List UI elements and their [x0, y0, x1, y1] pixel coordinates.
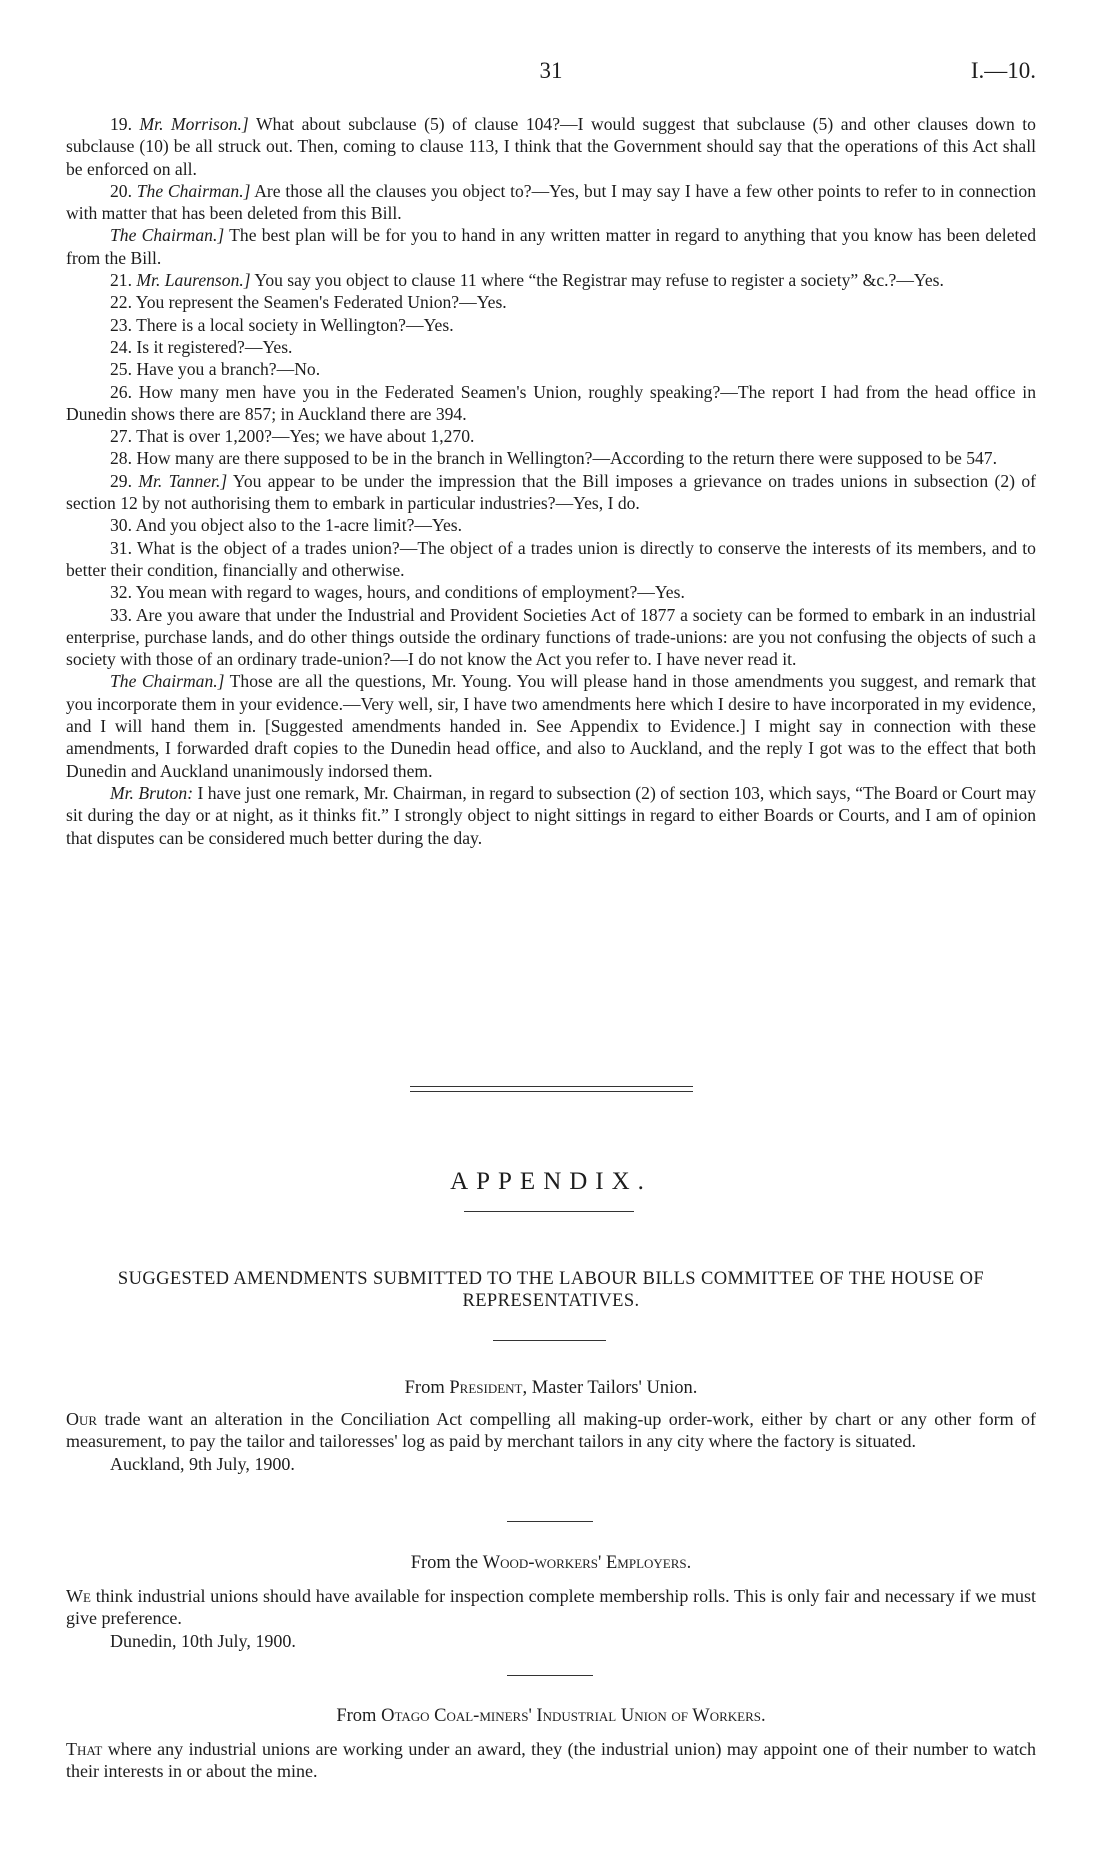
- evidence-paragraph: [66, 537, 1036, 582]
- dateline: Auckland, 9th July, 1900.: [110, 1453, 295, 1474]
- paragraph-text: How many men have you in the Federated Seamen's Union, roughly speaking?—The report I had from the head office in Dunedin shows there are 857; in Auckland there are 394.: [66, 381, 1036, 424]
- paragraph-text: You appear to be under the impression that the Bill imposes a grievance on trades unions in subsection (2) of section 12 by not authorising them to embark in particular industries?—Yes, I do.: [66, 470, 1037, 514]
- paragraph-text: And you object also to the 1-acre limit?—Yes.: [135, 515, 463, 536]
- amendment-entry-3: That where any industrial unions are working under an award, they (the industrial union) may appoint one of their number to watch their interests in or about the mine.: [66, 1739, 1036, 1782]
- paragraph-text: You represent the Seamen's Federated Union?—Yes.: [135, 292, 507, 313]
- evidence-paragraph: [66, 269, 1036, 291]
- question-number: 33.: [110, 604, 132, 625]
- speaker-name: The Chairman.]: [136, 180, 251, 201]
- speaker-name: The Chairman.]: [110, 225, 225, 246]
- evidence-paragraph: [66, 782, 1036, 849]
- appendix-rule: [464, 1211, 634, 1212]
- entry-rule: [507, 1675, 593, 1676]
- question-number: 32.: [110, 582, 132, 603]
- speaker-name: Mr. Bruton:: [110, 782, 194, 803]
- evidence-paragraph: [66, 358, 1036, 380]
- evidence-paragraph: [66, 314, 1036, 336]
- evidence-paragraph: [66, 514, 1036, 536]
- paragraph-text: You say you object to clause 11 where “the Registrar may refuse to register a society” &c.?—Yes.: [250, 270, 944, 291]
- entry-rule: [507, 1521, 593, 1522]
- question-number: 23.: [110, 314, 132, 335]
- question-number: 28.: [110, 448, 132, 469]
- evidence-paragraph: [66, 670, 1036, 781]
- amendment-entry-2: We think industrial unions should have available for inspection complete membership rolls. This is only fair and necessary if we must give preference. Dunedin, 10th July, 1900.: [66, 1586, 1036, 1651]
- amendments-heading: SUGGESTED AMENDMENTS SUBMITTED TO THE LABOUR BILLS COMMITTEE OF THE HOUSE OF REPRESENTATIVES.: [117, 1269, 985, 1311]
- appendix-title: APPENDIX.: [450, 1168, 652, 1195]
- question-number: 24.: [110, 336, 132, 357]
- evidence-paragraph: [66, 425, 1036, 447]
- question-number: 31.: [110, 537, 132, 558]
- paragraph-text: What about subclause (5) of clause 104?—I would suggest that subclause (5) and other clauses down to subclause (10) be all struck out. Then, coming to clause 113, I think that the Government should say that the operations of this Act shall be enforced on all.: [66, 114, 1036, 179]
- question-number: 22.: [110, 292, 132, 313]
- evidence-paragraph: [66, 291, 1036, 313]
- from-line-2: From the Wood-workers' Employers.: [410, 1553, 692, 1573]
- speaker-name: Mr. Laurenson.]: [136, 270, 251, 291]
- evidence-paragraph: [66, 180, 1036, 225]
- paragraph-text: Have you a branch?—No.: [136, 359, 321, 380]
- paragraph-text: That is over 1,200?—Yes; we have about 1,270.: [136, 426, 475, 447]
- dateline: Dunedin, 10th July, 1900.: [110, 1630, 296, 1651]
- evidence-paragraph: [66, 470, 1036, 515]
- from-line-1: From President, Master Tailors' Union.: [404, 1378, 698, 1398]
- evidence-paragraph: [66, 447, 1036, 469]
- question-number: 25.: [110, 359, 132, 380]
- paragraph-text: Those are all the questions, Mr. Young. You will please hand in those amendments you suggest, and remark that you incorporate them in your evidence.—Very well, sir, I have two amendments here which I desire to have incorporated in my evidence, and I will hand them in. [Suggested amendments handed in. See Appendix to Evidence.] I might say in connection with these amendments, I forwarded draft copies to the Dunedin head office, and also to Auckland, and the reply I got was to the effect that both Dunedin and Auckland unanimously indorsed them.: [66, 671, 1036, 781]
- heading-rule: [493, 1340, 606, 1341]
- evidence-paragraph: [66, 581, 1036, 603]
- document-reference: I.—10.: [970, 58, 1036, 83]
- evidence-body: [66, 113, 1036, 849]
- question-number: 21.: [110, 270, 132, 291]
- question-number: 29.: [110, 470, 132, 491]
- page-header: [66, 58, 1036, 88]
- page-number: 31: [539, 58, 563, 83]
- question-number: 27.: [110, 426, 132, 447]
- amendment-entry-1: Our trade want an alteration in the Conciliation Act compelling all making-up order-work, either by chart or any other form of measurement, to pay the tailor and tailoresses' log as paid by merchant tailors in any city where the factory is situated. Auckland, 9th July, 1900.: [66, 1409, 1036, 1474]
- from-line-3: From Otago Coal-miners' Industrial Union of Workers.: [336, 1706, 766, 1726]
- question-number: 26.: [110, 381, 132, 402]
- paragraph-text: I have just one remark, Mr. Chairman, in regard to subsection (2) of section 103, which says, “The Board or Court may sit during the day or at night, as it thinks fit.” I strongly object to night sittings in regard to either Boards or Courts, and I am of opinion that disputes can be considered much better during the day.: [66, 782, 1036, 848]
- paragraph-text: How many are there supposed to be in the branch in Wellington?—According to the return there were supposed to be 547.: [136, 448, 998, 469]
- question-number: 30.: [110, 515, 132, 536]
- paragraph-text: Are those all the clauses you object to?—Yes, but I may say I have a few other points to refer to in connection with matter that has been deleted from this Bill.: [66, 180, 1036, 224]
- evidence-paragraph: [66, 224, 1036, 269]
- paragraph-text: Is it registered?—Yes.: [136, 336, 293, 357]
- paragraph-text: The best plan will be for you to hand in any written matter in regard to anything that you know has been deleted from the Bill.: [66, 225, 1036, 268]
- question-number: 20.: [110, 180, 132, 201]
- paragraph-text: What is the object of a trades union?—The object of a trades union is directly to conserve the interests of its members, and to better their condition, financially and otherwise.: [66, 537, 1036, 580]
- paragraph-text: Are you aware that under the Industrial and Provident Societies Act of 1877 a society can be formed to embark in an industrial enterprise, purchase lands, and do other things outside the ordinary functions of trade-unions: are you not confusing the objects of such a society with those of an ordinary trade-union?—I do not know the Act you refer to. I have never read it.: [66, 604, 1036, 670]
- paragraph-text: There is a local society in Wellington?—Yes.: [136, 314, 454, 335]
- evidence-paragraph: [66, 113, 1036, 180]
- paragraph-text: You mean with regard to wages, hours, and conditions of employment?—Yes.: [135, 582, 685, 603]
- speaker-name: Mr. Tanner.]: [138, 470, 228, 491]
- speaker-name: Mr. Morrison.]: [139, 114, 249, 134]
- section-divider: [410, 1086, 693, 1092]
- evidence-paragraph: [66, 336, 1036, 358]
- evidence-paragraph: [66, 381, 1036, 426]
- speaker-name: The Chairman.]: [110, 671, 225, 692]
- evidence-paragraph: [66, 604, 1036, 671]
- question-number: 19.: [110, 114, 132, 134]
